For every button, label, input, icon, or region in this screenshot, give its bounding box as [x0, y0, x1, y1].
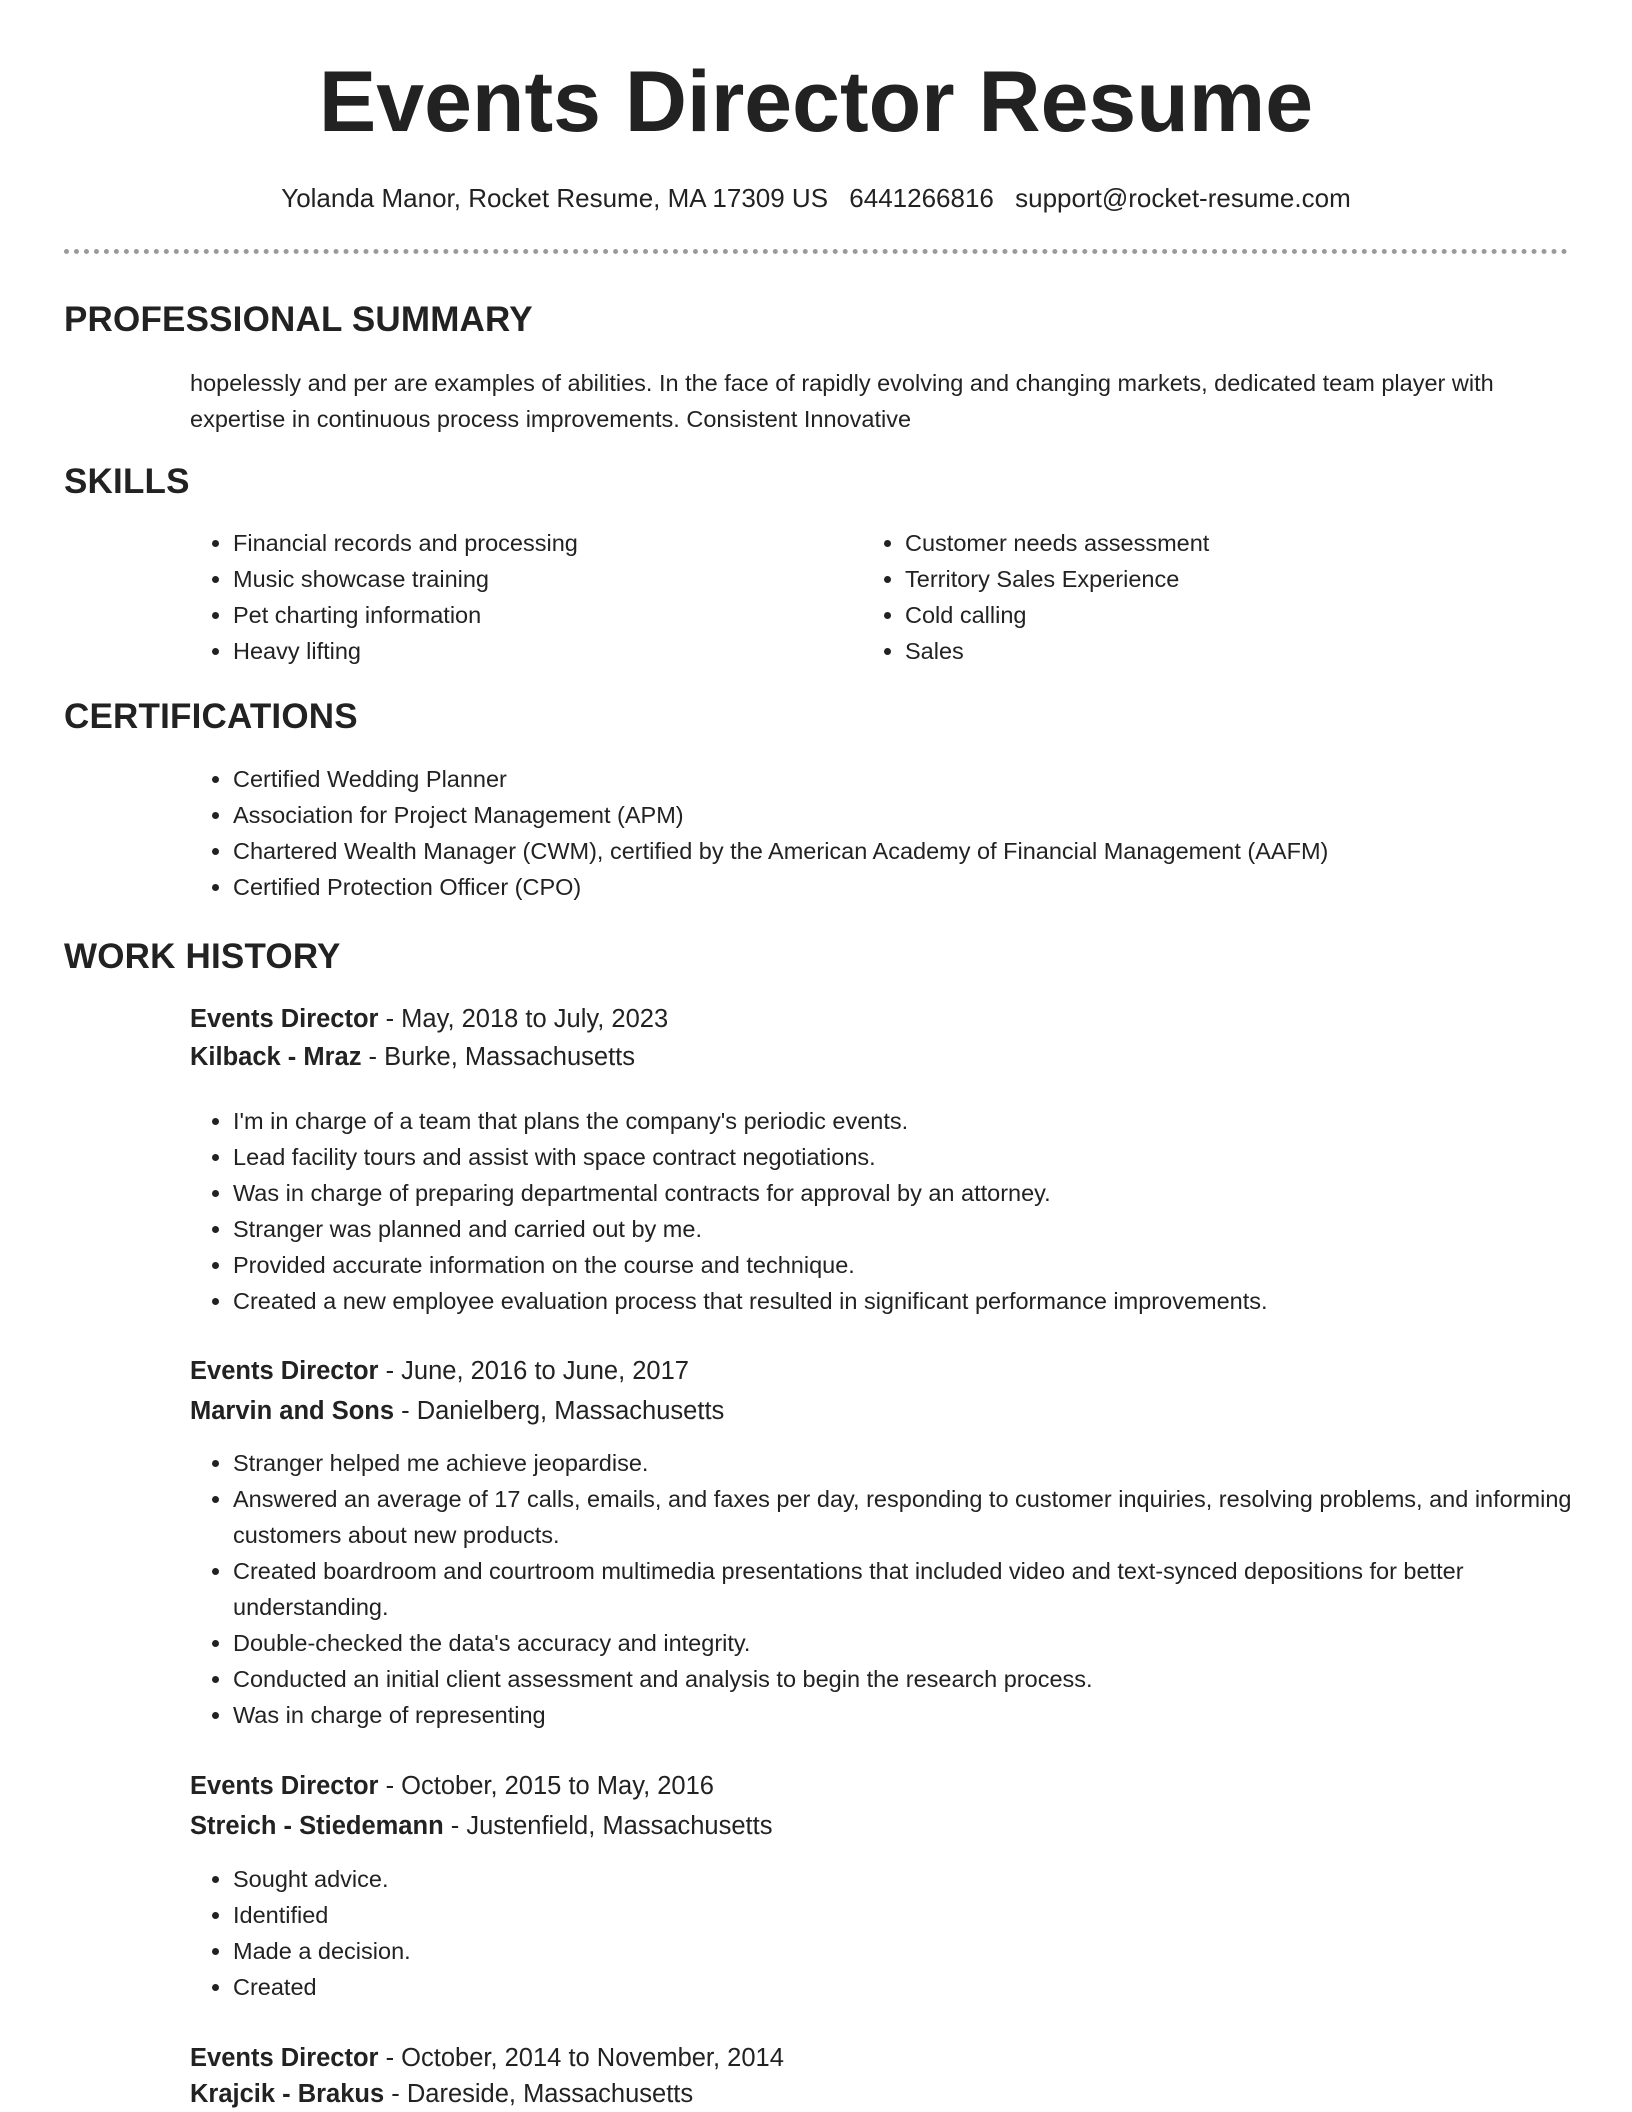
job-bullet: • Lead facility tours and assist with space contract negotiations. — [233, 1139, 1593, 1175]
job-bullet: • Was in charge of representing — [233, 1697, 1603, 1733]
job-bullet: • Was in charge of preparing departmental contracts for approval by an attorney. — [233, 1175, 1593, 1211]
job-bullets — [189, 1445, 1603, 1733]
job-company-line — [190, 1393, 724, 1429]
job-dates: - October, 2015 to May, 2016 — [378, 1772, 714, 1800]
job-title: Events Director — [190, 1772, 379, 1800]
job-bullet: • Sought advice. — [233, 1861, 1593, 1897]
job-company: Krajcik - Brakus — [190, 2080, 385, 2108]
skill-item: • Customer needs assessment — [905, 525, 1545, 561]
skill-item: • Pet charting information — [233, 597, 833, 633]
skill-item: • Financial records and processing — [233, 525, 833, 561]
job-bullet: • Conducted an initial client assessment and analysis to begin the research process. — [233, 1661, 1603, 1697]
job-company: Kilback - Mraz — [190, 1043, 362, 1071]
job-company: Marvin and Sons — [190, 1397, 395, 1425]
resume-title: Events Director Resume — [318, 54, 1314, 150]
skill-item: • Sales — [905, 633, 1545, 669]
job-bullet: • Double-checked the data's accuracy and integrity. — [233, 1625, 1603, 1661]
job-bullets — [189, 1103, 1593, 1319]
job-company-line — [190, 1039, 635, 1075]
job-title-line — [190, 1001, 668, 1037]
job-title: Events Director — [190, 1005, 379, 1033]
job-title-line — [190, 1768, 714, 1804]
certification-item: • Association for Project Management (APM) — [233, 797, 1593, 833]
contact-info — [0, 180, 1632, 216]
job-bullet: • Created a new employee evaluation process that resulted in significant performance improvements. — [233, 1283, 1593, 1319]
job-dates: - October, 2014 to November, 2014 — [378, 2044, 784, 2072]
certification-item: • Certified Wedding Planner — [233, 761, 1593, 797]
header-divider — [64, 249, 1568, 254]
job-bullet: • Provided accurate information on the course and technique. — [233, 1247, 1593, 1283]
contact-address: Yolanda Manor, Rocket Resume, MA 17309 US — [281, 183, 829, 213]
job-bullet: • Created — [233, 1969, 1593, 2005]
job-dates: - June, 2016 to June, 2017 — [378, 1357, 689, 1385]
summary-heading: PROFESSIONAL SUMMARY — [64, 300, 533, 339]
job-location: - Burke, Massachusetts — [361, 1043, 635, 1071]
job-bullet: • Identified — [233, 1897, 1593, 1933]
job-bullet: • Answered an average of 17 calls, emails, and faxes per day, responding to customer inquiries, resolving problems, and informing customers about new products. — [233, 1481, 1603, 1553]
skills-list-left — [189, 525, 833, 669]
job-company: Streich - Stiedemann — [190, 1812, 444, 1840]
skill-item: • Territory Sales Experience — [905, 561, 1545, 597]
job-title: Events Director — [190, 1357, 379, 1385]
job-bullet: • Created boardroom and courtroom multimedia presentations that included video and text-synced depositions for better understanding. — [233, 1553, 1603, 1625]
certification-item: • Chartered Wealth Manager (CWM), certified by the American Academy of Financial Management (AAFM) — [233, 833, 1593, 869]
contact-phone: 6441266816 — [849, 183, 994, 213]
job-location: - Dareside, Massachusetts — [384, 2080, 694, 2108]
job-title: Events Director — [190, 2044, 379, 2072]
job-dates: - May, 2018 to July, 2023 — [378, 1005, 669, 1033]
contact-email: support@rocket-resume.com — [1015, 183, 1351, 213]
job-title-line — [190, 1353, 689, 1389]
job-bullet: • Stranger helped me achieve jeopardise. — [233, 1445, 1603, 1481]
summary-text: hopelessly and per are examples of abilities. In the face of rapidly evolving and changing markets, dedicated team player with expertise in continuous process improvements. Consistent Innovative — [190, 370, 1494, 432]
job-bullet: • Made a decision. — [233, 1933, 1593, 1969]
job-company-line — [190, 1808, 772, 1844]
job-title-line — [190, 2040, 784, 2076]
skill-item: • Heavy lifting — [233, 633, 833, 669]
certifications-heading: CERTIFICATIONS — [64, 697, 358, 736]
job-company-line — [190, 2076, 693, 2112]
job-location: - Danielberg, Massachusetts — [394, 1397, 725, 1425]
job-bullet: • Stranger was planned and carried out by me. — [233, 1211, 1593, 1247]
job-bullet: • I'm in charge of a team that plans the company's periodic events. — [233, 1103, 1593, 1139]
skill-item: • Cold calling — [905, 597, 1545, 633]
job-bullets — [189, 1861, 1593, 2005]
skills-heading: SKILLS — [64, 462, 190, 501]
skills-list-right — [861, 525, 1545, 669]
work-history-heading: WORK HISTORY — [64, 937, 341, 976]
job-location: - Justenfield, Massachusetts — [443, 1812, 773, 1840]
skill-item: • Music showcase training — [233, 561, 833, 597]
certification-item: • Certified Protection Officer (CPO) — [233, 869, 1593, 905]
certifications-list — [189, 761, 1593, 905]
